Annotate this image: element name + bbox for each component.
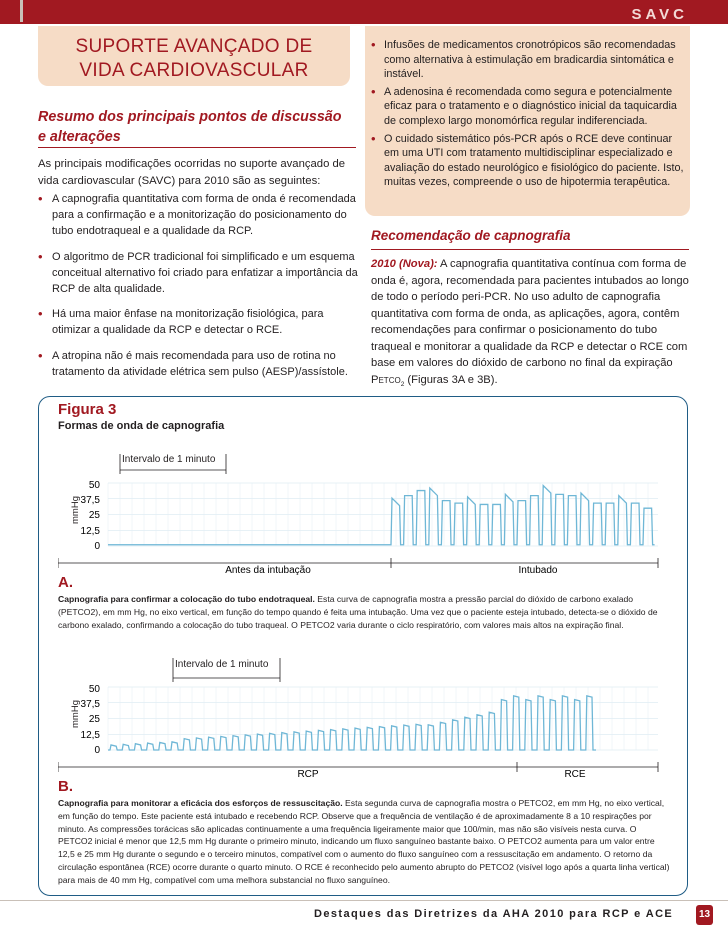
panel-b-caption xyxy=(58,797,670,887)
petco-subscript: ETCO xyxy=(378,375,401,385)
caption-b-bold: Capnografia para monitorar a eficácia dos esforços de ressuscitação. xyxy=(58,798,343,808)
grid xyxy=(108,483,658,546)
y-tick-label: 50 xyxy=(88,684,100,695)
list-item: • O algoritmo de PCR tradicional foi simplificado e um esquema conceitual alternativo foi criado para enfatizar a importância da RCP de alta qualidade. xyxy=(38,249,363,298)
capnography-waveform-b xyxy=(108,696,596,750)
figure-subtitle: Formas de onda de capnografia xyxy=(58,420,225,432)
list-item: • A adenosina é recomendada como segura e potencialmente eficaz para o tratamento e o diagnóstico inicial da taquicardia de complexo largo monomórfica regular indiferenciada. xyxy=(371,85,684,129)
summary-heading-line-1: Resumo dos principais pontos de discussão xyxy=(38,109,342,125)
header-edge xyxy=(20,0,708,22)
y-tick-label: 37,5 xyxy=(80,699,100,710)
recommendation-divider xyxy=(371,249,689,250)
figure-label: Figura 3 xyxy=(58,401,117,418)
recommendation-lead: 2010 (Nova): xyxy=(371,258,438,270)
y-tick-label: 37,5 xyxy=(80,495,100,506)
y-tick-label: 0 xyxy=(94,541,100,552)
panel-b-letter: B. xyxy=(58,778,73,795)
interval-label: Intervalo de 1 minuto xyxy=(175,659,269,670)
recommendation-heading: Recomendação de capnografia xyxy=(371,228,571,243)
segment-label-rce: RCE xyxy=(564,769,586,780)
y-tick-label: 50 xyxy=(88,480,100,491)
title-line-2: VIDA CARDIOVASCULAR xyxy=(79,60,309,81)
section-tag: SAVC xyxy=(631,6,688,23)
recommendation-text: A capnografia quantitativa contínua com forma de onda é, agora, recomendada para pacientes intubados ao longo de todo o período peri-PCR. No uso adulto de capnografia quantitativa com forma de onda, as aplicações, agora, contêm recomendações para confirmar o posicionamento do tubo traqueal e monitorar a qualidade da RCP e detectar o RCE com base em valores do dióxido de carbono no final da expiração P xyxy=(371,258,689,386)
summary-heading xyxy=(38,107,348,147)
caption-b-text: Esta segunda curva de capnografia mostra o PETCO2, em mm Hg, no eixo vertical, em função do tempo. Este paciente está intubado e recebendo RCP. Observe que a frequência de ventilação é de aproximadamente 8 a 10 respirações por minuto. As compressões torácicas são aplicadas continuamente a uma frequência ligeiramente maior que 100/min, mas não são visíveis nesta curva. O PETCO2 inicial é menor que 12,5 mm Hg durante o primeiro minuto, indicando um fluxo sanguíneo bastante baixo. O PETCO2 aumenta para um valor entre 12,5 e 25 mm Hg durante o segundo e o terceiro minutos, compatível com o aumento do fluxo sanguíneo com a ressuscitação em andamento. O retorno da circulação espontânea (RCE) ocorre durante o quarto minuto. O RCE é reconhecido pelo aumento abrupto do PETCO2 (visível logo após a quarta linha vertical) para mais de 40 mm Hg, compatível com uma melhora substancial no fluxo sanguíneo. xyxy=(58,798,670,885)
capnography-chart-b xyxy=(58,650,678,780)
panel-a-caption xyxy=(58,593,670,631)
y-tick-label: 25 xyxy=(88,714,100,725)
panel-a-letter: A. xyxy=(58,574,73,591)
list-item: • O cuidado sistemático pós-PCR após o RCE deve continuar em uma UTI com tratamento multidisciplinar especializado e avaliação do estado neurológico e fisiológico do paciente. Isto, muitas vezes, compreende o uso de hipotermia terapêutica. xyxy=(371,132,684,190)
recommendation-paragraph xyxy=(371,256,689,393)
summary-divider xyxy=(38,147,356,148)
list-item: • A atropina não é mais recomendada para uso de rotina no tratamento da atividade elétrica sem pulso (AESP)/assístole. xyxy=(38,348,363,380)
caption-a-bold: Capnografia para confirmar a colocação do tubo endotraqueal. xyxy=(58,594,315,604)
changes-list xyxy=(38,191,363,389)
caption-a-text: Esta curva de capnografia mostra a pressão parcial do dióxido de carbono exalado (PETCO2), em mm Hg, no eixo vertical, em função do tempo quando é feita uma intubação. Uma vez que o paciente esteja intubado, detecta-se o dióxido de carbono exalado, confirmando a colocação do tubo traqueal. O PETCO2 varia durante o ciclo respiratório, com valores mais altos na expiração final. xyxy=(58,594,658,630)
y-tick-label: 0 xyxy=(94,745,100,756)
y-tick-label: 12,5 xyxy=(80,526,100,537)
header-bar xyxy=(0,0,728,24)
list-item: • Há uma maior ênfase na monitorização fisiológica, para otimizar a qualidade da RCP e detectar o RCE. xyxy=(38,306,363,338)
list-item: • Infusões de medicamentos cronotrópicos são recomendadas como alternativa à estimulação em bradicardia sintomática e instável. xyxy=(371,38,684,82)
recommendation-text-end: (Figuras 3A e 3B). xyxy=(404,373,498,386)
interval-label: Intervalo de 1 minuto xyxy=(122,454,216,465)
segment-label-rcp: RCP xyxy=(297,769,319,780)
list-item: • A capnografia quantitativa com forma de onda é recomendada para a confirmação e a monitorização do posicionamento do tubo endotraqueal e a qualidade da RCP. xyxy=(38,191,363,240)
footer-divider xyxy=(0,900,728,901)
page-number: 13 xyxy=(696,905,713,925)
title-line-1: SUPORTE AVANÇADO DE xyxy=(75,36,313,57)
summary-heading-line-2: e alterações xyxy=(38,129,121,145)
segment-label-intubated: Intubado xyxy=(518,565,558,576)
capnography-chart-a xyxy=(58,446,678,576)
y-axis-label: mmHg xyxy=(70,496,81,524)
continued-bullets-box xyxy=(365,26,690,216)
grid xyxy=(108,687,658,750)
y-tick-label: 12,5 xyxy=(80,730,100,741)
segment-label-before: Antes da intubação xyxy=(225,565,311,576)
footer-title: Destaques das Diretrizes da AHA 2010 para RCP e ACE xyxy=(314,908,674,920)
capnography-waveform-a xyxy=(108,486,655,545)
petco-subscript-2: 2 xyxy=(400,380,405,388)
y-tick-label: 25 xyxy=(88,510,100,521)
section-title-box xyxy=(38,26,350,86)
y-axis-label: mmHg xyxy=(70,700,81,728)
intro-paragraph: As principais modificações ocorridas no suporte avançado de vida cardiovascular (SAVC) para 2010 são as seguintes: xyxy=(38,158,346,187)
